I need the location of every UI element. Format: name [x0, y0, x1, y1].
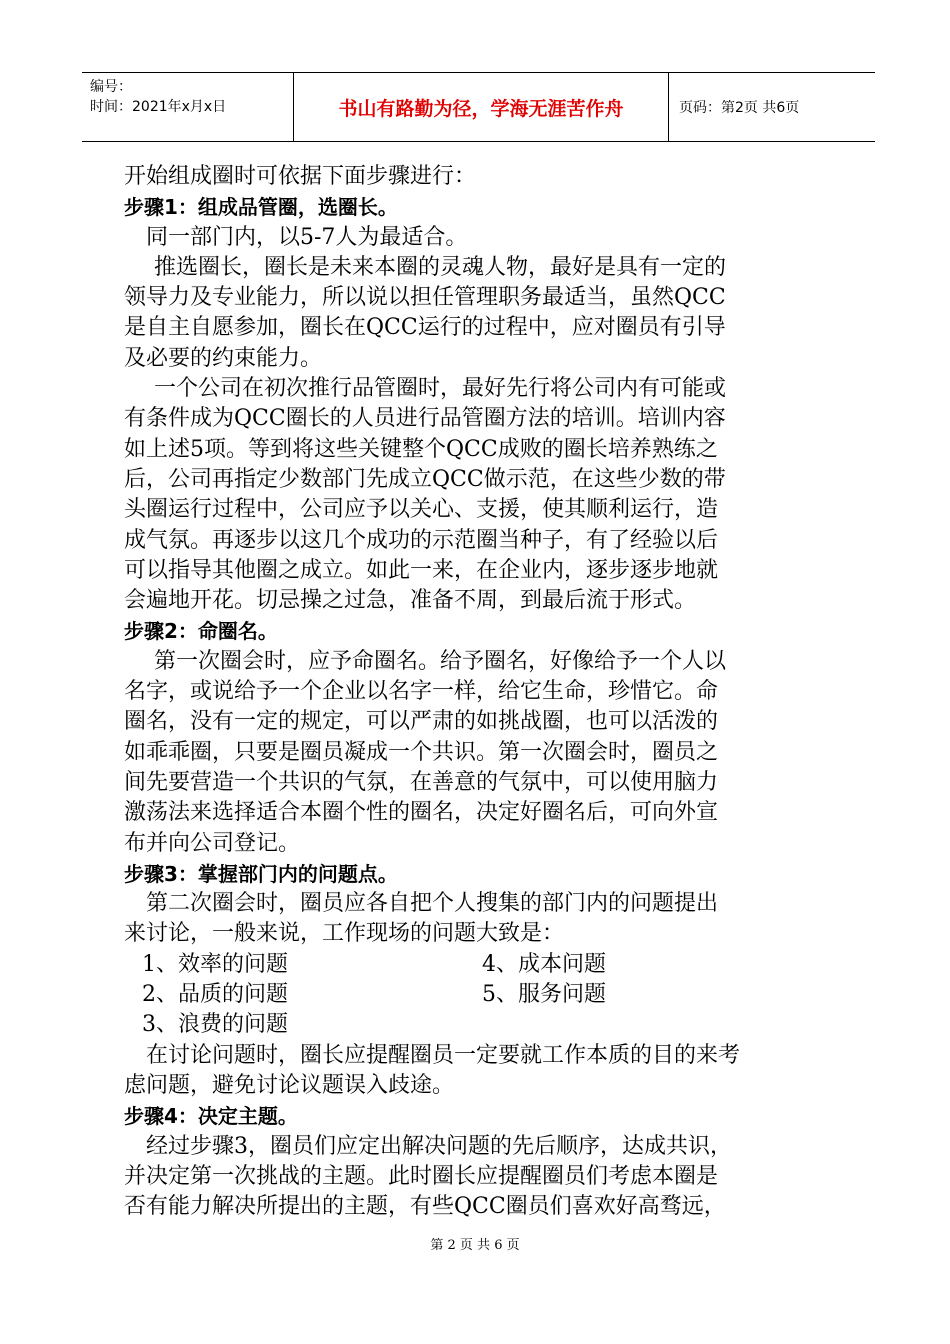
step3-p1-line: 第二次圈会时，圈员应各自把个人搜集的部门内的问题提出: [146, 891, 719, 917]
step1-p3-line: 可以指导其他圈之成立。如此一来，在企业内，逐步逐步地就: [124, 557, 719, 583]
step4-heading: 步骤4：决定主题。: [124, 1104, 298, 1129]
step1-paragraph-1: 同一部门内，以5-7人为最适合。: [146, 224, 468, 250]
step3-p1-line: 来讨论，一般来说，工作现场的问题大致是：: [124, 921, 565, 947]
document-header: [82, 72, 875, 142]
step1-p2-line: 推选圈长，圈长是未来本圈的灵魂人物，最好是具有一定的: [154, 254, 727, 280]
step4-p1-line: 经过步骤3，圈员们应定出解决问题的先后顺序，达成共识，: [146, 1133, 732, 1159]
problem-list-row: [124, 950, 836, 980]
problem-item: 1、效率的问题: [142, 951, 288, 977]
step1-p3-line: 会遍地开花。切忌操之过急，准备不周，到最后流于形式。: [124, 588, 697, 614]
step4-p1-line: 否有能力解决所提出的主题，有些QCC圈员们喜欢好高骛远，: [124, 1194, 726, 1220]
time-label: 时间：2021年x月x日: [90, 99, 227, 115]
header-page-info: 页码：第2页 共6页: [679, 100, 800, 116]
step2-p1-line: 名字，或说给予一个企业以名字一样，给它生命，珍惜它。命: [124, 679, 719, 705]
step3-p2-line: 虑问题，避免讨论议题误入歧途。: [124, 1072, 455, 1098]
header-meta: [82, 73, 294, 141]
step3-p2-line: 在讨论问题时，圈长应提醒圈员一定要就工作本质的目的来考: [146, 1042, 741, 1068]
step1-heading: 步骤1：组成品管圈，选圈长。: [124, 195, 398, 220]
problem-list-row: [124, 980, 836, 1010]
problem-item: 2、品质的问题: [142, 982, 288, 1008]
step3-heading: 步骤3：掌握部门内的问题点。: [124, 861, 398, 886]
step2-p1-line: 间先要营造一个共识的气氛，在善意的气氛中，可以使用脑力: [124, 769, 719, 795]
step1-p3-line: 成气氛。再逐步以这几个成功的示范圈当种子，有了经验以后: [124, 527, 719, 553]
step2-p1-line: 第一次圈会时，应予命圈名。给予圈名，好像给予一个人以: [154, 648, 727, 674]
step1-p2-line: 及必要的约束能力。: [124, 345, 323, 371]
step2-p1-line: 如乖乖圈，只要是圈员凝成一个共识。第一次圈会时，圈员之: [124, 739, 719, 765]
step1-p3-line: 一个公司在初次推行品管圈时，最好先行将公司内有可能或: [154, 376, 727, 402]
step2-p1-line: 圈名，没有一定的规定，可以严肃的如挑战圈，也可以活泼的: [124, 709, 719, 735]
page-footer: 第 2 页 共 6 页: [430, 1238, 520, 1253]
step2-p1-line: 布并向公司登记。: [124, 830, 301, 856]
problem-item: 4、成本问题: [482, 951, 606, 977]
header-motto: 书山有路勤为径，学海无涯苦作舟: [294, 73, 669, 141]
intro-text: 开始组成圈时可依据下面步骤进行：: [124, 164, 477, 189]
step2-p1-line: 激荡法来选择适合本圈个性的圈名，决定好圈名后，可向外宣: [124, 800, 719, 826]
number-label: 编号：: [90, 79, 132, 95]
document-body: [124, 162, 836, 1222]
problem-list-row: [124, 1010, 836, 1040]
step1-p3-line: 后，公司再指定少数部门先成立QCC做示范，在这些少数的带: [124, 466, 726, 492]
problem-item: 5、服务问题: [482, 982, 606, 1008]
step4-p1-line: 并决定第一次挑战的主题。此时圈长应提醒圈员们考虑本圈是: [124, 1163, 719, 1189]
step2-heading: 步骤2：命圈名。: [124, 619, 278, 644]
step1-p2-line: 领导力及专业能力，所以说以担任管理职务最适当，虽然QCC: [124, 285, 726, 311]
step1-p3-line: 有条件成为QCC圈长的人员进行品管圈方法的培训。培训内容: [124, 406, 726, 432]
step1-p2-line: 是自主自愿参加，圈长在QCC运行的过程中，应对圈员有引导: [124, 315, 726, 341]
step1-p3-line: 头圈运行过程中，公司应予以关心、支援，使其顺利运行，造: [124, 497, 719, 523]
step1-p3-line: 如上述5项。等到将这些关键整个QCC成败的圈长培养熟练之: [124, 436, 718, 462]
problem-item: 3、浪费的问题: [142, 1012, 288, 1038]
